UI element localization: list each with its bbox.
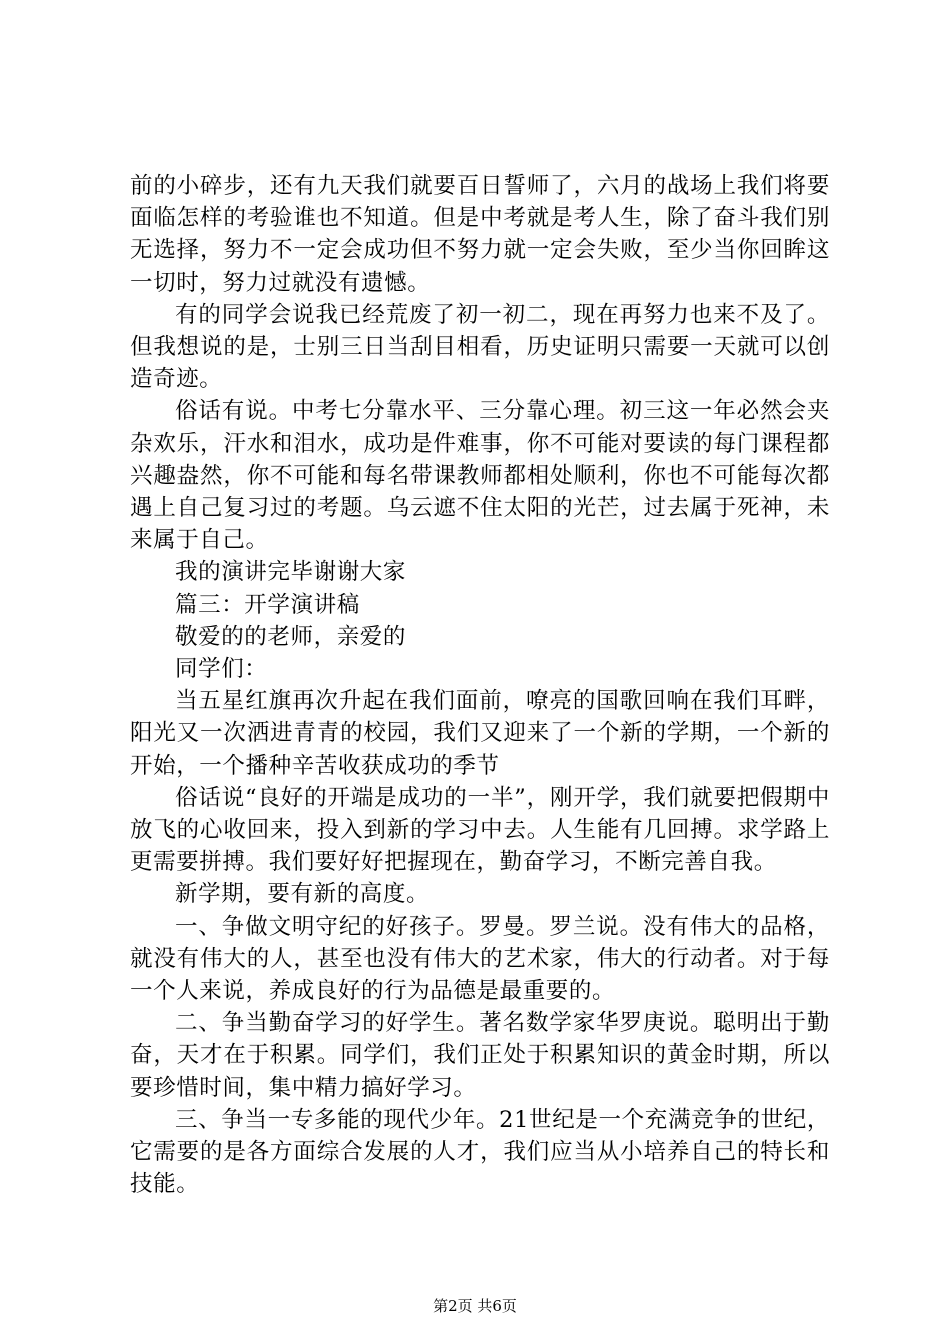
page-number-footer: 第2页 共6页 <box>433 1297 517 1315</box>
paragraph-4: 我的演讲完毕谢谢大家 <box>175 559 407 586</box>
paragraph-10: 新学期，要有新的高度。 <box>175 881 430 908</box>
paragraph-8: 当五星红旗再次升起在我们面前，嘹亮的国歌回响在我们耳畔，阳光又一次洒进青青的校园，我们又迎来了一个新的学期，一个新的开始，一个播种辛苦收获成功的季节 <box>130 688 830 779</box>
document-body <box>130 170 830 1201</box>
section-heading: 篇三：开学演讲稿 <box>175 591 360 618</box>
paragraph-2: 有的同学会说我已经荒废了初一初二，现在再努力也来不及了。但我想说的是，士别三日当刮目相看，历史证明只需要一天就可以创造奇迹。 <box>130 301 830 393</box>
paragraph-13: 三、争当一专多能的现代少年。21世纪是一个充满竞争的世纪，它需要的是各方面综合发展的人才，我们应当从小培养自己的特长和技能。 <box>130 1106 830 1198</box>
paragraph-1: 前的小碎步，还有九天我们就要百日誓师了，六月的战场上我们将要面临怎样的考验谁也不知道。但是中考就是考人生，除了奋斗我们别无选择，努力不一定会成功但不努力就一定会失败，至少当你回眸这一切时，努力过就没有遗憾。 <box>130 173 830 296</box>
paragraph-11: 一、争做文明守纪的好孩子。罗曼。罗兰说。没有伟大的品格，就没有伟大的人，甚至也没有伟大的艺术家，伟大的行动者。对于每一个人来说，养成良好的行为品德是最重要的。 <box>130 913 830 1005</box>
salutation-line-2: 同学们： <box>175 656 268 683</box>
paragraph-12: 二、争当勤奋学习的好学生。著名数学家华罗庚说。聪明出于勤奋，天才在于积累。同学们，我们正处于积累知识的黄金时期，所以要珍惜时间，集中精力搞好学习。 <box>130 1010 830 1101</box>
paragraph-9: 俗话说“良好的开端是成功的一半”，刚开学，我们就要把假期中放飞的心收回来，投入到新的学习中去。人生能有几回搏。求学路上更需要拼搏。我们要好好把握现在，勤奋学习，不断完善自我。 <box>130 784 830 876</box>
paragraph-3: 俗话有说。中考七分靠水平、三分靠心理。初三这一年必然会夹杂欢乐，汗水和泪水，成功是件难事，你不可能对要读的每门课程都兴趣盎然，你不可能和每名带课教师都相处顺利，你也不可能每次都遇上自己复习过的考题。乌云遮不住太阳的光芒，过去属于死神，未来属于自己。 <box>130 398 830 554</box>
salutation-line-1: 敬爱的的老师，亲爱的 <box>175 623 407 650</box>
